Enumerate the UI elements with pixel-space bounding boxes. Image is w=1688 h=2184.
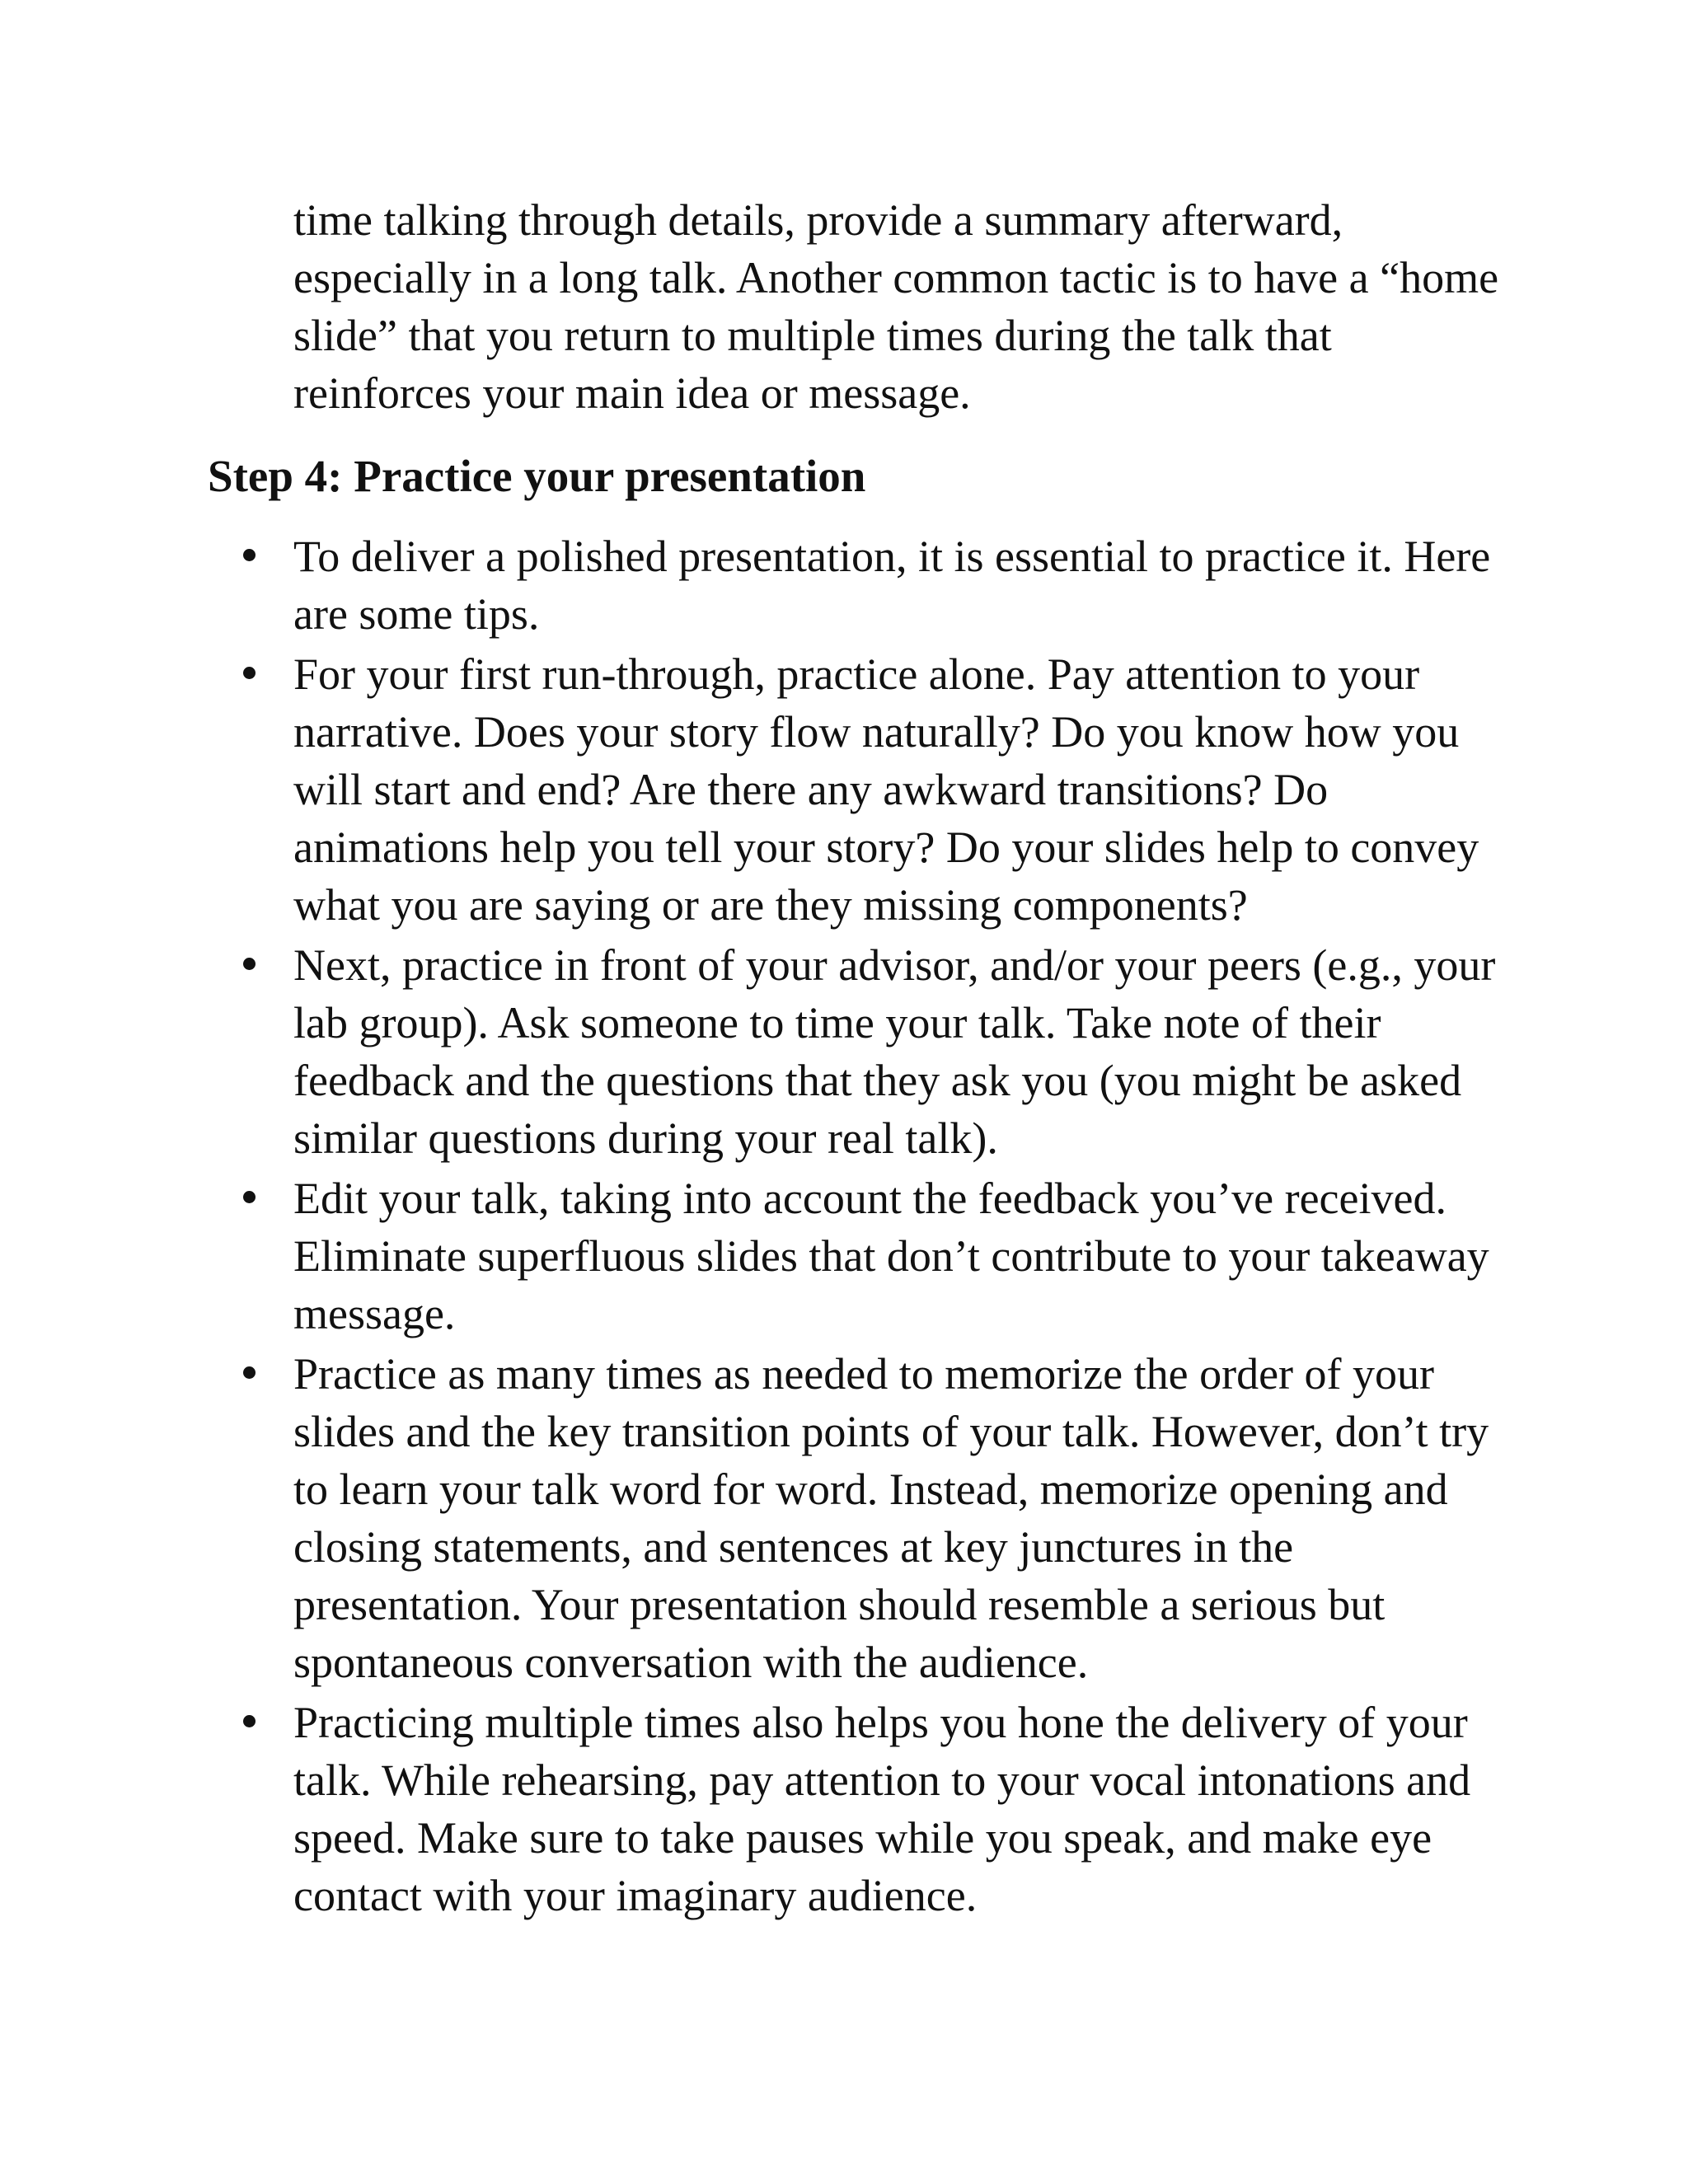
list-item — [293, 645, 1522, 934]
list-item-text: Practicing multiple times also helps you hone the delivery of your talk. While rehearsing, pay attention to your vocal intonations and speed. Make sure to take pauses while you speak, and make eye contact with your imaginary audience. — [293, 1698, 1471, 1920]
bullet-icon — [243, 1715, 256, 1727]
list-item — [293, 1694, 1522, 1924]
bullet-icon — [243, 1191, 256, 1203]
tips-list — [293, 527, 1522, 1927]
list-item-text: To deliver a polished presentation, it is essential to practice it. Here are some tips. — [293, 532, 1491, 639]
list-item-text: For your first run-through, practice alone. Pay attention to your narrative. Does your story flow naturally? Do you know how you will start and end? Are there any awkward transitions? Do animations help you tell your story? Do your slides help to convey what you are saying or are they missing components? — [293, 649, 1479, 930]
list-item — [293, 1169, 1522, 1343]
continuation-paragraph: time talking through details, provide a summary afterward, especially in a long talk. Another common tactic is to have a “home slide” that you return to multiple times during the talk that reinforces your main idea or message. — [293, 195, 1499, 418]
bullet-icon — [243, 1366, 256, 1379]
section-heading: Step 4: Practice your presentation — [208, 451, 866, 501]
bullet-icon — [243, 549, 256, 561]
bullet-icon — [243, 958, 256, 970]
list-item — [293, 1345, 1522, 1691]
list-item-text: Next, practice in front of your advisor, and/or your peers (e.g., your lab group). Ask someone to time your talk. Take note of their feedback and the questions that they ask you (you might be asked similar questions during your real talk). — [293, 940, 1496, 1163]
list-item — [293, 527, 1522, 643]
bullet-icon — [243, 667, 256, 679]
list-item-text: Edit your talk, taking into account the feedback you’ve received. Eliminate superfluous slides that don’t contribute to your takeaway message. — [293, 1174, 1489, 1338]
list-item-text: Practice as many times as needed to memorize the order of your slides and the key transition points of your talk. However, don’t try to learn your talk word for word. Instead, memorize opening and closing statements, and sentences at key junctures in the presentation. Your presentation should resemble a serious but spontaneous conversation with the audience. — [293, 1349, 1489, 1687]
list-item — [293, 936, 1522, 1167]
